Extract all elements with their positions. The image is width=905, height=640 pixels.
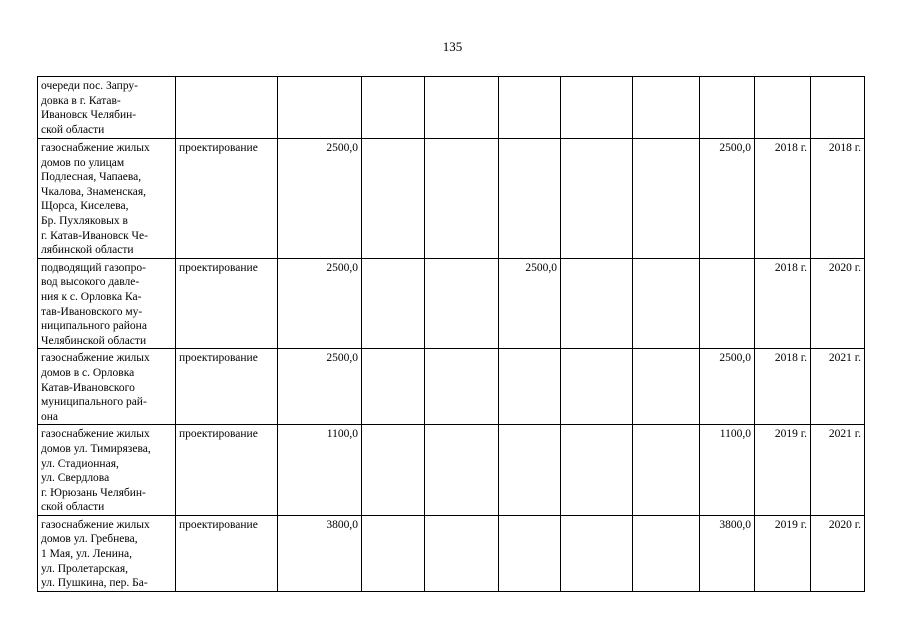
amount-cell [362, 425, 425, 516]
object-name-cell [38, 425, 176, 516]
end-year-cell: 2021 г. [811, 425, 865, 516]
program-table [37, 76, 865, 592]
amount-cell [561, 425, 633, 516]
object-name-cell [38, 258, 176, 349]
amount-cell [700, 77, 755, 139]
start-year-cell: 2019 г. [755, 425, 811, 516]
amount-cell [362, 139, 425, 259]
object-name-line: ул. Свердлова [41, 472, 110, 485]
total-cell: 2500,0 [278, 258, 362, 349]
object-name-line: Чкалова, Знаменская, [41, 185, 147, 198]
object-name-cell [38, 349, 176, 425]
page-number: 135 [442, 39, 463, 54]
object-name-line: лябинской области [41, 244, 134, 257]
object-name-line: ул. Пушкина, пер. Ба- [41, 577, 148, 590]
object-name-line: ской области [41, 123, 105, 136]
start-year-cell: 2018 г. [755, 349, 811, 425]
object-name-line: домов в с. Орловка [41, 366, 135, 379]
amount-cell [425, 349, 499, 425]
table-row [38, 77, 865, 139]
amount-cell [561, 139, 633, 259]
start-year-cell [755, 77, 811, 139]
object-name-line: газоснабжение жилых [41, 428, 150, 441]
table-row [38, 349, 865, 425]
object-name-line: тав-Ивановского му- [41, 305, 143, 318]
amount-cell: 1100,0 [700, 425, 755, 516]
stage-cell: проектирование [176, 515, 278, 591]
object-name-line: ния к с. Орловка Ка- [41, 290, 142, 303]
amount-cell [499, 425, 561, 516]
end-year-cell: 2021 г. [811, 349, 865, 425]
stage-cell: проектирование [176, 425, 278, 516]
amount-cell [700, 258, 755, 349]
stage-cell: проектирование [176, 139, 278, 259]
object-name-line: ской области [41, 501, 105, 514]
amount-cell [499, 139, 561, 259]
object-name-line: газоснабжение жилых [41, 142, 150, 154]
amount-cell: 2500,0 [700, 139, 755, 259]
amount-cell [633, 77, 700, 139]
stage-cell: проектирование [176, 258, 278, 349]
stage-cell [176, 77, 278, 139]
object-name-line: Челябинской области [41, 334, 147, 347]
object-name-line: ул. Пролетарская, [41, 562, 129, 575]
object-name-line: г. Юрюзань Челябин- [41, 486, 146, 499]
table-row [38, 258, 865, 349]
object-name-cell [38, 139, 176, 259]
end-year-cell: 2020 г. [811, 258, 865, 349]
object-name-line: она [41, 410, 59, 423]
object-name-line: домов ул. Тимирязева, [41, 442, 151, 455]
amount-cell [425, 77, 499, 139]
object-name-line: Щорса, Киселева, [41, 200, 129, 213]
start-year-cell: 2019 г. [755, 515, 811, 591]
object-name-line: муниципального рай- [41, 396, 147, 409]
amount-cell [633, 258, 700, 349]
stage-cell: проектирование [176, 349, 278, 425]
amount-cell [633, 349, 700, 425]
object-name-line: Катав-Ивановского [41, 381, 135, 394]
amount-cell [499, 77, 561, 139]
object-name-line: домов ул. Гребнева, [41, 533, 138, 546]
object-name-line: Подлесная, Чапаева, [41, 171, 142, 184]
amount-cell [362, 349, 425, 425]
table-row [38, 425, 865, 516]
object-name-line: довка в г. Катав- [41, 94, 121, 107]
amount-cell [561, 77, 633, 139]
object-name-line: Бр. Пухляковых в [41, 214, 128, 227]
object-name-line: подводящий газопро- [41, 261, 146, 274]
object-name-line: 1 Мая, ул. Ленина, [41, 548, 132, 561]
amount-cell [499, 349, 561, 425]
amount-cell [362, 77, 425, 139]
total-cell: 3800,0 [278, 515, 362, 591]
amount-cell [561, 349, 633, 425]
total-cell: 1100,0 [278, 425, 362, 516]
amount-cell: 2500,0 [499, 258, 561, 349]
table-body [38, 77, 865, 592]
amount-cell [425, 139, 499, 259]
total-cell [278, 77, 362, 139]
object-name-cell [38, 515, 176, 591]
object-name-line: газоснабжение жилых [41, 518, 150, 531]
amount-cell [362, 515, 425, 591]
amount-cell [425, 258, 499, 349]
total-cell: 2500,0 [278, 139, 362, 259]
object-name-line: г. Катав-Ивановск Че- [41, 229, 148, 242]
amount-cell: 3800,0 [700, 515, 755, 591]
object-name-line: Ивановск Челябин- [41, 109, 137, 122]
end-year-cell [811, 77, 865, 139]
amount-cell [362, 258, 425, 349]
object-name-line: ниципального района [41, 320, 147, 333]
total-cell: 2500,0 [278, 349, 362, 425]
amount-cell [633, 425, 700, 516]
amount-cell [561, 258, 633, 349]
start-year-cell: 2018 г. [755, 139, 811, 259]
object-name-line: газоснабжение жилых [41, 352, 150, 365]
table-row [38, 515, 865, 591]
amount-cell [499, 515, 561, 591]
amount-cell [633, 139, 700, 259]
amount-cell [561, 515, 633, 591]
amount-cell: 2500,0 [700, 349, 755, 425]
table-row [38, 139, 865, 259]
object-name-line: очереди пос. Запру- [41, 80, 139, 92]
amount-cell [425, 515, 499, 591]
object-name-line: домов по улицам [41, 156, 125, 169]
object-name-line: ул. Стадионная, [41, 457, 119, 470]
start-year-cell: 2018 г. [755, 258, 811, 349]
end-year-cell: 2018 г. [811, 139, 865, 259]
amount-cell [425, 425, 499, 516]
object-name-line: вод высокого давле- [41, 276, 140, 289]
end-year-cell: 2020 г. [811, 515, 865, 591]
object-name-cell [38, 77, 176, 139]
amount-cell [633, 515, 700, 591]
